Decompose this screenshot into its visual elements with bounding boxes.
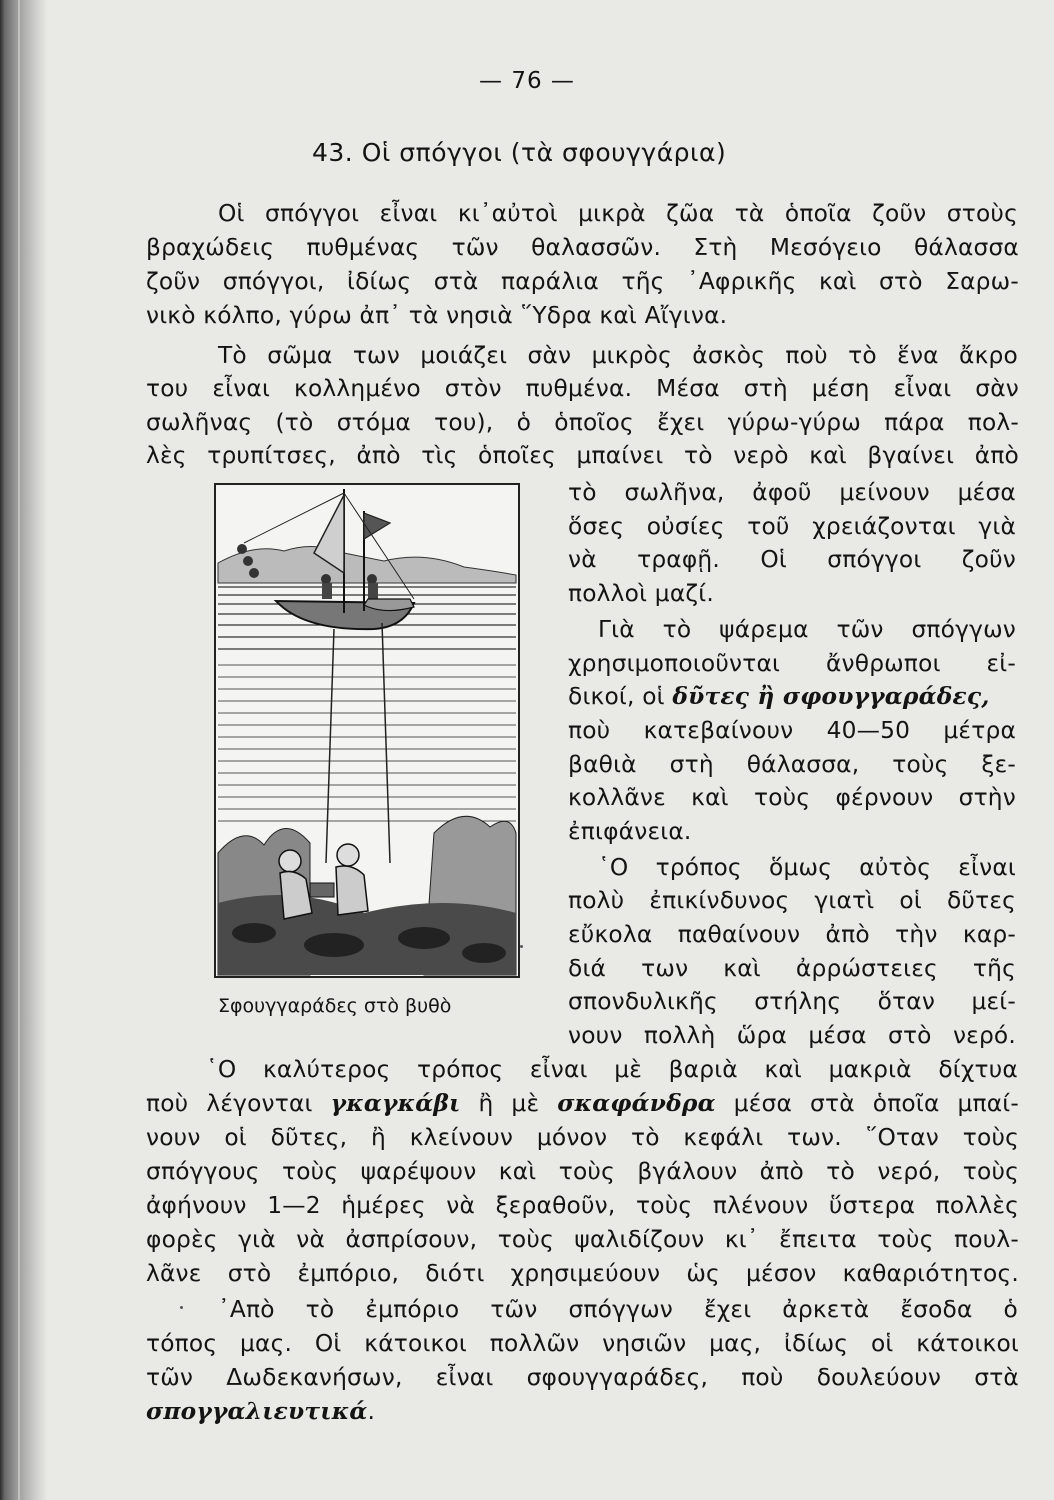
text-line: ᾿Απὸ τὸ ἐμπόριο τῶν σπόγγων ἔχει ἀρκετὰ ἔσοδα ὁ [218, 1296, 1018, 1323]
section-heading: Οἱ σπόγγοι (τὰ σφουγγάρια) [361, 138, 727, 167]
text-line: νουν οἱ δῦτες, ἢ κλείνουν μόνον τὸ κεφάλι των. ῞Οταν τοὺς [146, 1124, 1019, 1151]
text-line: φορὲς γιὰ νὰ ἀσπρίσουν, τοὺς ψαλιδίζουν κι᾿ ἔπειτα τοὺς πουλ- [146, 1226, 1019, 1253]
text-line: ποὺ κατεβαίνουν 40—50 μέτρα [568, 717, 1016, 744]
text-line: ἐπιφάνεια. [568, 818, 692, 845]
text-line: ῾Ο καλύτερος τρόπος εἶναι μὲ βαριὰ καὶ μακριὰ δίχτυα [206, 1056, 1018, 1083]
text-line: πολλοὶ μαζί. [568, 580, 714, 607]
print-speck [520, 945, 523, 948]
text-line: εὔκολα παθαίνουν ἀπὸ τὴν καρ- [568, 921, 1016, 948]
text-line: ζοῦν σπόγγοι, ἰδίως στὰ παράλια τῆς ᾿Αφρικῆς καὶ στὸ Σαρω- [146, 268, 1019, 295]
text-line: βαθιὰ στὴ θάλασσα, τοὺς ξε- [568, 751, 1016, 778]
text-line: ὅσες οὐσίες τοῦ χρειάζονται γιὰ [568, 513, 1016, 540]
print-speck [180, 1306, 183, 1309]
emphasis-skafandra: σκαφάνδρα [557, 1090, 716, 1117]
text-line-with-emphasis [568, 682, 990, 712]
text-line: ἀφήνουν 1—2 ἡμέρες νὰ ξεραθοῦν, τοὺς πλένουν ὕστερα πολλὲς [146, 1192, 1019, 1219]
text-line: Οἱ σπόγγοι εἶναι κι᾿αὐτοὶ μικρὰ ζῶα τὰ ὁποῖα ζοῦν στοὺς [218, 200, 1018, 227]
text-line: τόπος μας. Οἱ κάτοικοι πολλῶν νησιῶν μας, ἰδίως οἱ κάτοικοι [146, 1330, 1019, 1357]
boat-and-divers-illustration [214, 483, 520, 978]
text-fragment: μέσα στὰ ὁποῖα μπαί- [715, 1090, 1019, 1117]
text-line: νικὸ κόλπο, γύρω ἀπ᾿ τὰ νησιὰ ῞Υδρα καὶ Αἴγινα. [146, 302, 728, 329]
text-line: βραχώδεις πυθμένας τῶν θαλασσῶν. Στὴ Μεσόγειο θάλασσα [146, 234, 1019, 261]
text-line-with-emphasis [146, 1397, 375, 1427]
text-line: λᾶνε στὸ ἐμπόριο, διότι χρησιμεύουν ὡς μέσον καθαριότητος. [146, 1260, 1019, 1287]
text-fragment: . [367, 1398, 376, 1425]
text-fragment: ἢ μὲ [460, 1090, 558, 1117]
emphasis-gkagkavi: γκαγκάβι [330, 1090, 461, 1117]
text-line: χρησιμοποιοῦνται ἄνθρωποι εἰ- [568, 650, 1016, 677]
page-binding-edge [0, 0, 48, 1500]
text-line-with-emphasis [146, 1089, 1019, 1119]
text-line: πολὺ ἐπικίνδυνος γιατὶ οἱ δῦτες [568, 887, 1016, 914]
text-fragment: δικοί, οἱ [568, 683, 673, 710]
page-number: — 76 — [479, 68, 575, 94]
text-line: ῾Ο τρόπος ὅμως αὐτὸς εἶναι [598, 854, 1016, 881]
text-fragment: ποὺ λέγονται [146, 1090, 331, 1117]
section-title [312, 138, 726, 167]
text-line: Γιὰ τὸ ψάρεμα τῶν σπόγγων [598, 616, 1016, 643]
text-line: λὲς τρυπίτσες, ἀπὸ τὶς ὁποῖες μπαίνει τὸ νερὸ καὶ βγαίνει ἀπὸ [146, 442, 1019, 469]
section-number: 43. [312, 138, 354, 167]
text-line: σπονδυλικῆς στήλης ὅταν μεί- [568, 988, 1016, 1015]
text-line: του εἶναι κολλημένο στὸν πυθμένα. Μέσα στὴ μέση εἶναι σὰν [146, 375, 1019, 402]
emphasis-spongaleftika: σπογγαλιευτικά [146, 1398, 368, 1425]
figure-sponge-divers [214, 483, 520, 978]
text-line: σωλῆνας (τὸ στόμα του), ὁ ὁποῖος ἔχει γύρω-γύρω πάρα πολ- [146, 409, 1019, 436]
text-line: νὰ τραφῇ. Οἱ σπόγγοι ζοῦν [568, 546, 1016, 573]
text-line: Τὸ σῶμα των μοιάζει σὰν μικρὸς ἀσκὸς ποὺ τὸ ἕνα ἄκρο [218, 342, 1018, 369]
text-line: τὸ σωλῆνα, ἀφοῦ μείνουν μέσα [568, 479, 1016, 506]
text-line: κολλᾶνε καὶ τοὺς φέρνουν στὴν [568, 784, 1016, 811]
text-line: διά των καὶ ἀρρώστειες τῆς [568, 955, 1016, 982]
text-line: σπόγγους τοὺς ψαρέψουν καὶ τοὺς βγάλουν ἀπὸ τὸ νερό, τοὺς [146, 1158, 1019, 1185]
figure-caption: Σφουγγαράδες στὸ βυθὸ [218, 995, 452, 1017]
text-line: τῶν Δωδεκανήσων, εἶναι σφουγγαράδες, ποὺ δουλεύουν στὰ [146, 1364, 1019, 1391]
text-line: νουν πολλὴ ὥρα μέσα στὸ νερό. [568, 1022, 1016, 1049]
emphasis-divers: δῦτες ἢ σφουγγαράδες, [672, 683, 990, 710]
